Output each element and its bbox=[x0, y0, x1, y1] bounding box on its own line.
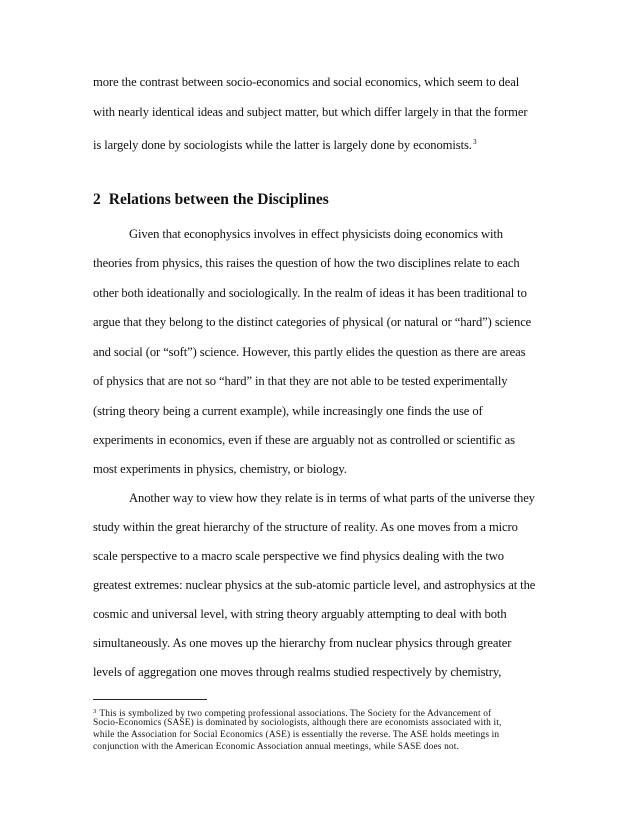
paragraph-line: scale perspective to a macro scale perspective we find physics dealing with the two bbox=[93, 549, 504, 563]
paragraph-line: other both ideationally and sociologically. In the realm of ideas it has been traditional to bbox=[93, 286, 527, 300]
paragraph-line: levels of aggregation one moves through realms studied respectively by chemistry, bbox=[93, 665, 502, 679]
paragraph-line: simultaneously. As one moves up the hierarchy from nuclear physics through greater bbox=[93, 636, 512, 650]
paragraph-line: argue that they belong to the distinct categories of physical (or natural or “hard”) science bbox=[93, 315, 532, 329]
footnote-line: while the Association for Social Economics (ASE) is essentially the reverse. The ASE holds meetings in bbox=[93, 730, 500, 740]
section-title: Relations between the Disciplines bbox=[108, 191, 329, 208]
body-line-text: is largely done by sociologists while the latter is largely done by economists. bbox=[93, 138, 472, 152]
footnote-reference[interactable]: 3 bbox=[472, 137, 477, 146]
paragraph-line: and social (or “soft”) science. However, this partly elides the question as there are areas bbox=[93, 345, 526, 359]
body-line bbox=[93, 135, 477, 152]
paragraph-line: Another way to view how they relate is in terms of what parts of the universe they bbox=[129, 491, 535, 505]
body-line: more the contrast between socio-economics and social economics, which seem to deal bbox=[93, 75, 520, 89]
paragraph-line: (string theory being a current example), while increasingly one finds the use of bbox=[93, 404, 483, 418]
footnote-marker: 3 bbox=[93, 708, 97, 715]
paragraph-line: study within the great hierarchy of the structure of reality. As one moves from a micro bbox=[93, 520, 518, 534]
footnote-line: Socio-Economics (SASE) is dominated by sociologists, although there are economists associated with it, bbox=[93, 718, 502, 728]
footnote-text: This is symbolized by two competing professional associations. The Society for the Advancement of bbox=[99, 709, 492, 719]
paragraph-line: cosmic and universal level, with string theory arguably attempting to deal with both bbox=[93, 607, 507, 621]
paragraph-line: theories from physics, this raises the question of how the two disciplines relate to each bbox=[93, 256, 520, 270]
body-line: with nearly identical ideas and subject matter, but which differ largely in that the former bbox=[93, 105, 528, 119]
paragraph-line: Given that econophysics involves in effect physicists doing economics with bbox=[129, 227, 503, 241]
section-heading bbox=[93, 191, 329, 209]
paragraph-line: experiments in economics, even if these are arguably not as controlled or scientific as bbox=[93, 433, 515, 447]
paragraph-line: most experiments in physics, chemistry, or biology. bbox=[93, 462, 347, 476]
footnote-divider bbox=[93, 699, 207, 700]
paragraph-line: of physics that are not so “hard” in that they are not able to be tested experimentally bbox=[93, 374, 508, 388]
paragraph-line: greatest extremes: nuclear physics at the sub-atomic particle level, and astrophysics at the bbox=[93, 578, 536, 592]
footnote-line: conjunction with the American Economic Association annual meetings, while SASE does not. bbox=[93, 742, 460, 752]
section-number: 2 bbox=[93, 191, 101, 208]
